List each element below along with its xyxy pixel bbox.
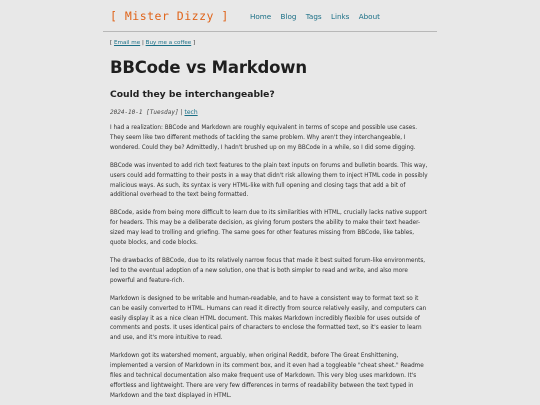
nav-home-link[interactable]: Home [250, 12, 272, 21]
tag-link-tech[interactable]: tech [184, 109, 198, 116]
email-me-link[interactable]: Email me [113, 40, 141, 46]
article [110, 40, 430, 402]
post-date: 2024-10-1 [Tuesday] [110, 109, 179, 116]
paragraph: Markdown got its watershed moment, arguably, when original Reddit, before The Great Enshittening, implemented a version of Markdown in its comment box, and it even had a toggleable "cheat sheet." Readme files and technical documentation also make frequent use of Markdown. This very blog uses markdown. It's effortless and lightweight. There are very few differences in terms of readability between the text typed in Markdown and the text displayed in HTML. [110, 353, 424, 399]
main-nav [250, 12, 387, 21]
paragraph: Markdown is designed to be writable and human-readable, and to have a consistent way to format text so it can be easily converted to HTML. Humans can read it directly from source relatively easily, and computers can easily display it as a nice clean HTML document. This makes Markdown incredibly flexible for uses outside of comments and posts. It uses identical pairs of characters to enclose the formatted text, so it's easier to learn and use, and it's more intuitive to read. [110, 295, 427, 342]
nav-links-link[interactable]: Links [330, 12, 350, 21]
page-title: BBCode vs Markdown [110, 58, 307, 77]
header-divider [103, 31, 437, 32]
nav-tags-link[interactable]: Tags [305, 12, 322, 21]
site-header [0, 0, 540, 31]
site-logo[interactable]: [ Mister Dizzy ] [110, 9, 229, 23]
support-links: [ Email me | Buy me a coffee ] [110, 40, 196, 46]
paragraph: The drawbacks of BBCode, due to its relatively narrow focus that made it best suited forum-like environments, led to the eventual adoption of a new solution, one that is both simpler to read and write, and also more powerful and feature-rich. [110, 257, 426, 284]
nav-blog-link[interactable]: Blog [280, 12, 297, 21]
post-meta: 2024-10-1 [Tuesday] | tech [110, 109, 198, 116]
paragraph: I had a realization: BBCode and Markdown are roughly equivalent in terms of scope and possible use cases. They seem like two different methods of tackling the same problem. Why aren't they interchangeable, I wondered. Could they be? Admittedly, I hadn't brushed up on my BBCode in a while, so I did some digging. [110, 125, 418, 151]
page-subtitle: Could they be interchangeable? [110, 89, 275, 100]
paragraph: BBCode, aside from being more difficult to learn due to its similarities with HTML, crucially lacks native support for headers. This may be a deliberate decision, as giving forum posters the ability to make their text header-sized may lead to trolling and griefing. The same goes for other features missing from BBCode, like tables, quote blocks, and code blocks. [110, 210, 427, 247]
nav-about-link[interactable]: About [358, 12, 380, 21]
paragraph: BBCode was invented to add rich text features to the plain text inputs on forums and bulletin boards. This way, users could add formatting to their posts in a way that didn't risk allowing them to inject HTML code in possibly malicious ways. As such, its syntax is very HTML-like with full opening and closing tags that add a bit of additional overhead to the text being formatted. [110, 162, 428, 199]
buy-coffee-link[interactable]: Buy me a coffee [145, 40, 192, 46]
